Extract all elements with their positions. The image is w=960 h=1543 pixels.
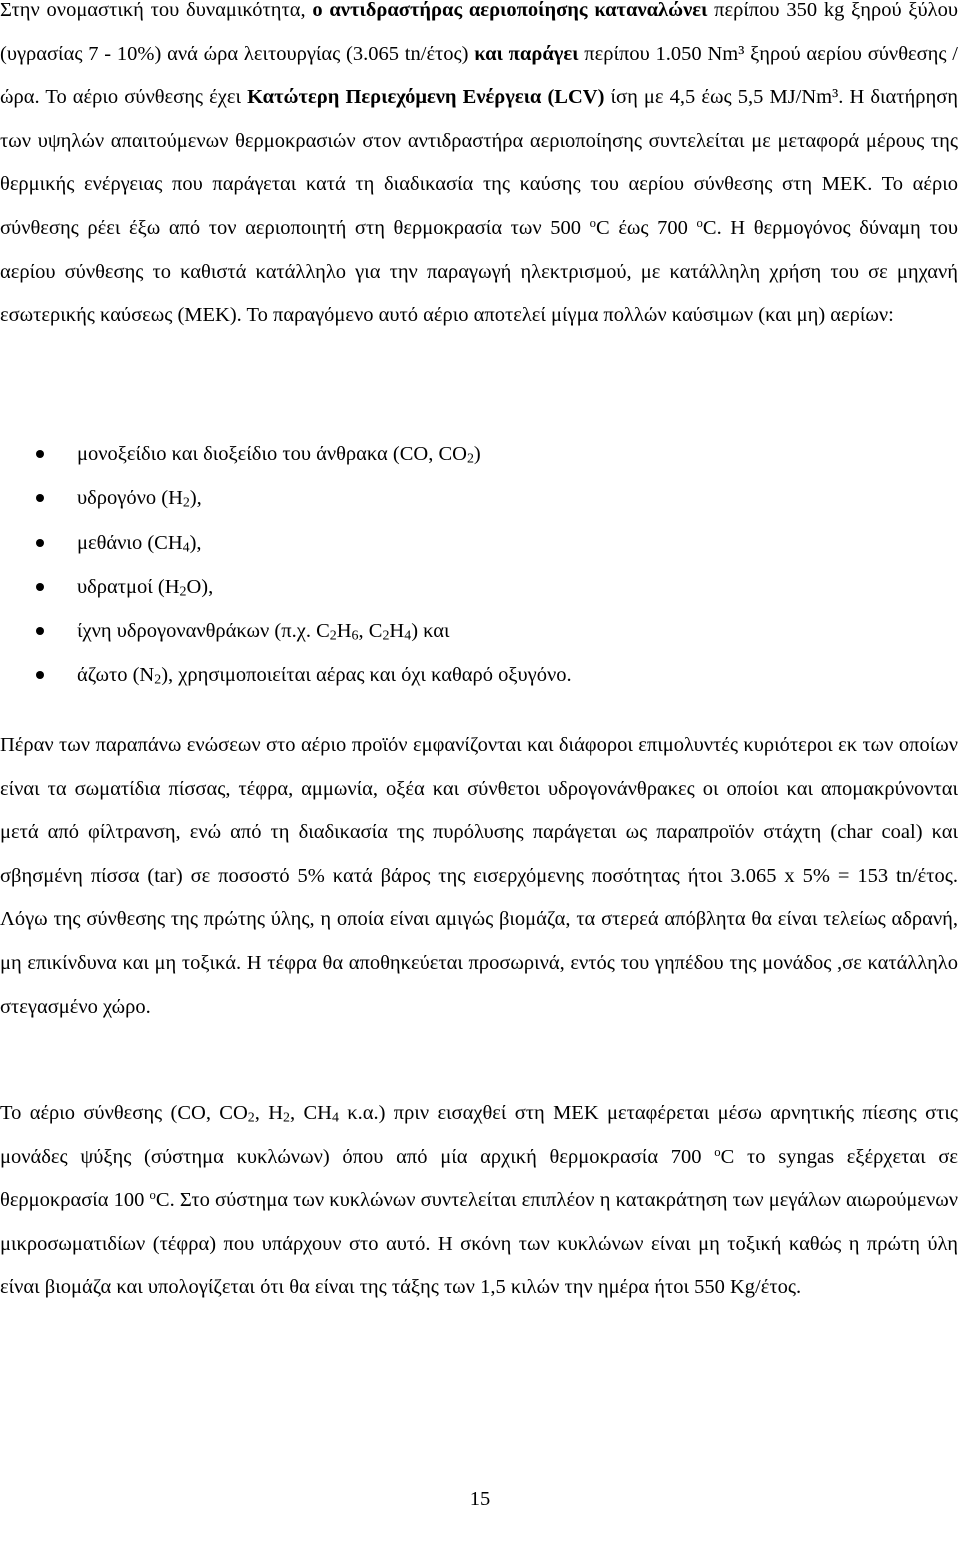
text-run: C έως 700: [596, 216, 697, 239]
subscript: 2: [466, 451, 474, 467]
subscript: 2: [179, 584, 187, 600]
text-run: ),: [189, 531, 202, 554]
paragraph-pollutants: Πέραν των παραπάνω ενώσεων στο αέριο προϊόν εμφανίζονται και διάφοροι επιμολυντές κυριότεροι εκ των οποίων είναι τα σωματίδια πίσσας, τέφρα, αμμωνία, οξέα και σύνθετοι υδρογονάνθρακες οι οποίοι και απομακρύνονται μετά από φίλτρανση, ενώ από τη διαδικασία της πυρόλυσης παράγεται ως παραπροϊόν στάχτη (char coal) και σβησμένη πίσσα (tar) σε ποσοστό 5% κατά βάρος της εισερχόμενης ποσότητας ήτοι 3.065 x 5% = 153 tn/έτος. Λόγω της σύνθεσης της πρώτης ύλης, η οποία είναι αμιγώς βιομάζα, τα στερεά απόβλητα θα είναι τελείως αδρανή, μη επικίνδυνα και μη τοξικά. Η τέφρα θα αποθηκεύεται προσωρινά, εντός του γηπέδου της μονάδος ,σε κατάλληλο στεγασμένο χώρο.: [0, 734, 958, 1018]
degree-superscript: o: [714, 1144, 721, 1159]
gas-components-list: [0, 432, 958, 698]
degree-superscript: o: [589, 215, 597, 230]
list-item: [0, 521, 958, 565]
list-item: [0, 476, 958, 520]
text-run: ίση με 4,5 έως 5,5 MJ/Nm³. Η διατήρηση των υψηλών απαιτούμενων θερμοκρασιών στον αντιδραστήρα αεριοποίησης συντελείται με μεταφορά μέρους της θερμικής ενέργειας που παράγεται κατά τη διαδικασία της καύσης του αερίου σύνθεσης στη ΜΕΚ. Το αέριο σύνθεσης ρέει έξω από τον αεριοποιητή στη θερμοκρασία των 500: [0, 86, 958, 239]
subscript: 2: [247, 1110, 255, 1126]
text-run: κ.α.) πριν εισαχθεί στη ΜΕΚ μεταφέρεται μέσω αρνητικής πίεσης στις μονάδες ψύξης (σύστημα κυκλώνων) όπου από μία αρχική θερμοκρασία 700: [0, 1102, 958, 1168]
paragraph-cooling-cyclones: [0, 1092, 958, 1310]
subscript: 6: [351, 628, 359, 644]
bullet-icon: [36, 627, 44, 635]
text-run: ) και: [411, 620, 450, 643]
list-item: [0, 609, 958, 653]
text-run: μονοξείδιο και διοξείδιο του άνθρακα (CO, CO: [77, 443, 467, 465]
text-run: , H: [254, 1102, 284, 1124]
degree-superscript: o: [696, 215, 703, 230]
text-run: , C: [358, 620, 383, 643]
list-item: [0, 432, 958, 476]
text-run: H: [389, 620, 405, 643]
bullet-icon: [36, 539, 44, 547]
text-run: H: [336, 620, 352, 643]
text-run: O),: [186, 575, 214, 598]
bullet-icon: [36, 671, 44, 679]
subscript: 2: [329, 628, 337, 644]
degree-superscript: o: [149, 1188, 156, 1203]
bullet-icon: [36, 494, 44, 502]
subscript: 4: [404, 628, 412, 644]
text-run: υδρογόνο (H: [77, 487, 183, 510]
list-item: [0, 653, 958, 697]
text-run: ), χρησιμοποιείται αέρας και όχι καθαρό οξυγόνο.: [161, 664, 572, 687]
bullet-icon: [36, 583, 44, 591]
subscript: 2: [283, 1110, 290, 1126]
text-run: υδρατμοί (H: [77, 575, 180, 598]
text-run: C. Στο σύστημα των κυκλώνων συντελείται επιπλέον η κατακράτηση των μεγάλων αιωρούμενων μικροσωματιδίων (τέφρα) που υπάρχουν στο αυτό. Η σκόνη των κυκλώνων είναι μη τοξική καθώς η πρώτη ύλη είναι βιομάζα και υπολογίζεται ότι θα είναι της τάξης των 1,5 κιλών την ημέρα ήτοι 550 Kg/έτος.: [0, 1189, 958, 1299]
list-item: [0, 565, 958, 609]
subscript: 4: [331, 1110, 339, 1126]
text-run: C. Η θερμογόνος δύναμη του αερίου σύνθεσης το καθιστά κατάλληλο για την παραγωγή ηλεκτρισμού, με κατάλληλη χρήση του σε μηχανή εσωτερικής καύσεως (ΜΕΚ). Το παραγόμενο αυτό αέριο αποτελεί μίγμα πολλών καύσιμων (και μη) αερίων:: [0, 216, 958, 327]
bold-text: και παράγει: [474, 42, 579, 65]
bold-text: ο αντιδραστήρας αεριοποίησης καταναλώνει: [312, 0, 708, 21]
text-run: περίπου 1.050 Nm³ ξηρού αερίου σύνθεσης / ώρα. Το αέριο σύνθεσης έχει: [0, 42, 958, 109]
text-run: μεθάνιο (CH: [77, 531, 183, 554]
text-run: άζωτο (N: [77, 664, 155, 687]
text-run: Στην ονομαστική του δυναμικότητα,: [0, 0, 313, 21]
text-run: C το syngas εξέρχεται σε θερμοκρασία 100: [0, 1145, 958, 1212]
text-run: , CH: [289, 1102, 332, 1124]
subscript: 2: [382, 628, 390, 644]
subscript: 2: [154, 672, 162, 688]
bold-text: Κατώτερη Περιεχόμενη Ενέργεια (LCV): [247, 86, 605, 109]
text-run: περίπου 350 kg ξηρού ξύλου (υγρασίας 7 - 10%) ανά ώρα λειτουργίας (3.065 tn/έτος): [0, 0, 958, 65]
subscript: 4: [182, 540, 190, 556]
text-run: Το αέριο σύνθεσης (CO, CO: [0, 1102, 248, 1124]
text-run: ίχνη υδρογονανθράκων (π.χ. C: [77, 620, 330, 643]
page-number: 15: [469, 1488, 491, 1510]
text-run: ): [473, 443, 481, 465]
paragraph-gasifier-capacity: [0, 0, 958, 338]
bullet-icon: [36, 450, 44, 458]
text-run: ),: [189, 487, 202, 510]
subscript: 2: [182, 495, 190, 511]
